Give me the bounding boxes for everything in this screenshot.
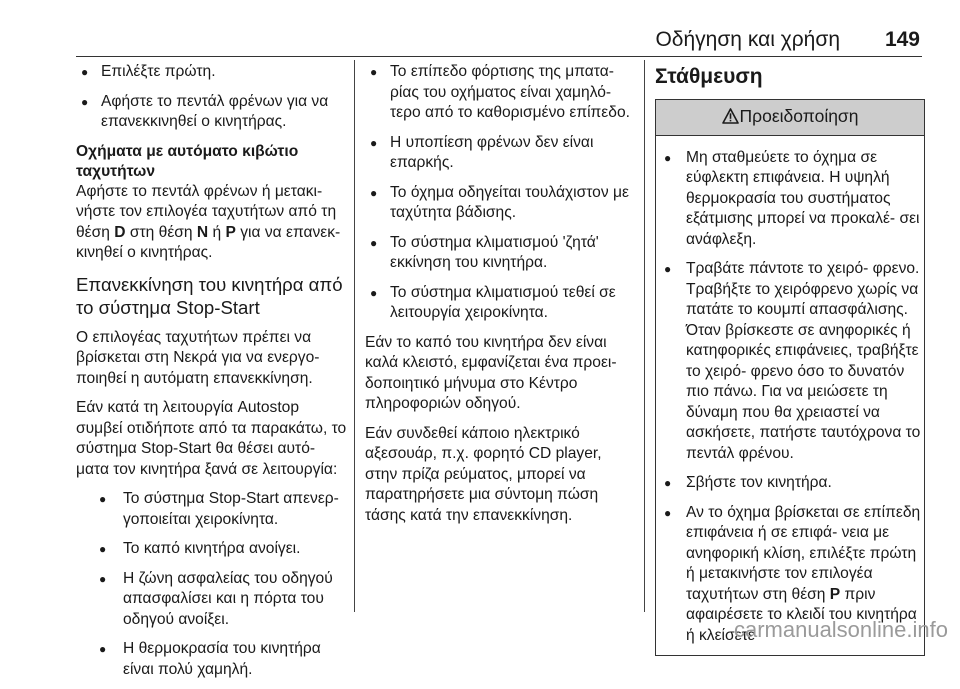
column-divider-2 bbox=[644, 60, 645, 612]
warning-title: Προειδοποίηση bbox=[739, 106, 859, 126]
list-item: ● Αφήστε το πεντάλ φρένων για να επανεκκινηθεί ο κινητήρας. bbox=[76, 92, 348, 133]
paragraph: Ο επιλογέας ταχυτήτων πρέπει να βρίσκεται στη Νεκρά για να ενεργο- ποιηθεί η αυτόματη επανεκκίνηση. bbox=[76, 328, 320, 387]
list-item: ● Η ζώνη ασφαλείας του οδηγού απασφαλίσει και η πόρτα του οδηγού ανοίξει. bbox=[76, 569, 348, 631]
section-heading-restart: Επανεκκίνηση του κινητήρα από το σύστημα Stop-Start bbox=[76, 273, 343, 318]
list-item: ● Επιλέξτε πρώτη. bbox=[76, 62, 348, 83]
paragraph-automatic: Αφήστε το πεντάλ φρένων ή μετακι- νήστε τον επιλογέα ταχυτήτων από τη θέση D στη θέση N ή P για να επανεκ- κινηθεί ο κινητήρας. bbox=[76, 182, 341, 261]
page-title: Οδήγηση και χρήση bbox=[655, 28, 840, 51]
list-item: ● Αν το όχημα βρίσκεται σε επίπεδη επιφάνεια ή σε επιφά- νεια με ανηφορική κλίση, επιλέξτε πρώτη ή μετακινήστε τον επιλογέα ταχυτήτων στη θέση P πριν αφαιρέσετε το κλειδί του κινητήρα ή κλείσετε bbox=[660, 503, 924, 647]
list-item: ● Το καπό κινητήρα ανοίγει. bbox=[76, 539, 348, 560]
page-number: 149 bbox=[884, 28, 920, 51]
bullet-list-top bbox=[76, 62, 348, 133]
column-2 bbox=[365, 62, 637, 535]
section-heading-parking: Στάθμευση bbox=[655, 65, 763, 88]
list-item: ● Η θερμοκρασία του κινητήρα είναι πολύ χαμηλή. bbox=[76, 639, 348, 680]
bullet-list-conditions-cont bbox=[365, 62, 637, 324]
list-item: ● Το επίπεδο φόρτισης της μπατα- ρίας του οχήματος είναι χαμηλό- τερο από το καθορισμένο επίπεδο. bbox=[365, 62, 637, 124]
warning-box bbox=[655, 99, 925, 656]
list-item: ● Η υποπίεση φρένων δεν είναι επαρκής. bbox=[365, 133, 637, 174]
subheading-automatic: Οχήματα με αυτόματο κιβώτιο ταχυτήτων bbox=[76, 142, 299, 180]
warning-body bbox=[656, 136, 924, 647]
list-item: ● Μη σταθμεύετε το όχημα σε εύφλεκτη επιφάνεια. Η υψηλή θερμοκρασία του συστήματος εξάτμισης μπορεί να προκαλέ- σει ανάφλεξη. bbox=[660, 148, 924, 251]
watermark: carmanualsonline.info bbox=[733, 617, 948, 642]
list-item: ● Το σύστημα κλιματισμού τεθεί σε λειτουργία χειροκίνητα. bbox=[365, 283, 637, 324]
warning-header bbox=[656, 100, 924, 136]
list-item: ● Τραβάτε πάντοτε το χειρό- φρενο. Τραβήξτε το χειρόφρενο χωρίς να πατάτε το κουμπί απασφάλισης. Όταν βρίσκεστε σε ανηφορικές ή κατηφορικές επιφάνειες, τραβήξτε το χειρό- φρενο όσο το δυνατόν πιο πάνω. Για να μειώσετε τη δύναμη που θα χρειαστεί να ασκήσετε, πατήστε ταυτόχρονα το πεντάλ φρένου. bbox=[660, 259, 924, 464]
paragraph: Εάν κατά τη λειτουργία Autostop συμβεί οτιδήποτε από τα παρακάτω, το σύστημα Stop-Start θα θέσει αυτό- ματα τον κινητήρα ξανά σε λειτουργία: bbox=[76, 399, 347, 478]
paragraph: Εάν το καπό του κινητήρα δεν είναι καλά κλειστό, εμφανίζεται ένα προει- δοποιητικό μήνυμα στο Κέντρο πληροφοριών οδηγού. bbox=[365, 333, 617, 412]
bullet-list-conditions bbox=[76, 489, 348, 680]
column-divider-1 bbox=[354, 60, 355, 612]
warning-list bbox=[656, 148, 924, 647]
page-header bbox=[0, 0, 960, 58]
list-item: ● Το σύστημα κλιματισμού 'ζητά' εκκίνηση του κινητήρα. bbox=[365, 233, 637, 274]
list-item: ● Το σύστημα Stop-Start απενερ- γοποιείται χειροκίνητα. bbox=[76, 489, 348, 530]
header-divider bbox=[76, 56, 922, 57]
list-item: ● Σβήστε τον κινητήρα. bbox=[660, 473, 924, 494]
list-item: ● Το όχημα οδηγείται τουλάχιστον με ταχύτητα βάδισης. bbox=[365, 183, 637, 224]
warning-triangle-icon bbox=[722, 108, 739, 129]
column-1 bbox=[76, 62, 348, 689]
column-3 bbox=[655, 62, 925, 656]
paragraph: Εάν συνδεθεί κάποιο ηλεκτρικό αξεσουάρ, π.χ. φορητό CD player, στην πρίζα ρεύματος, μπορεί να παρατηρήσετε μια σύντομη πώση τάσης κατά την επανεκκίνηση. bbox=[365, 424, 602, 524]
